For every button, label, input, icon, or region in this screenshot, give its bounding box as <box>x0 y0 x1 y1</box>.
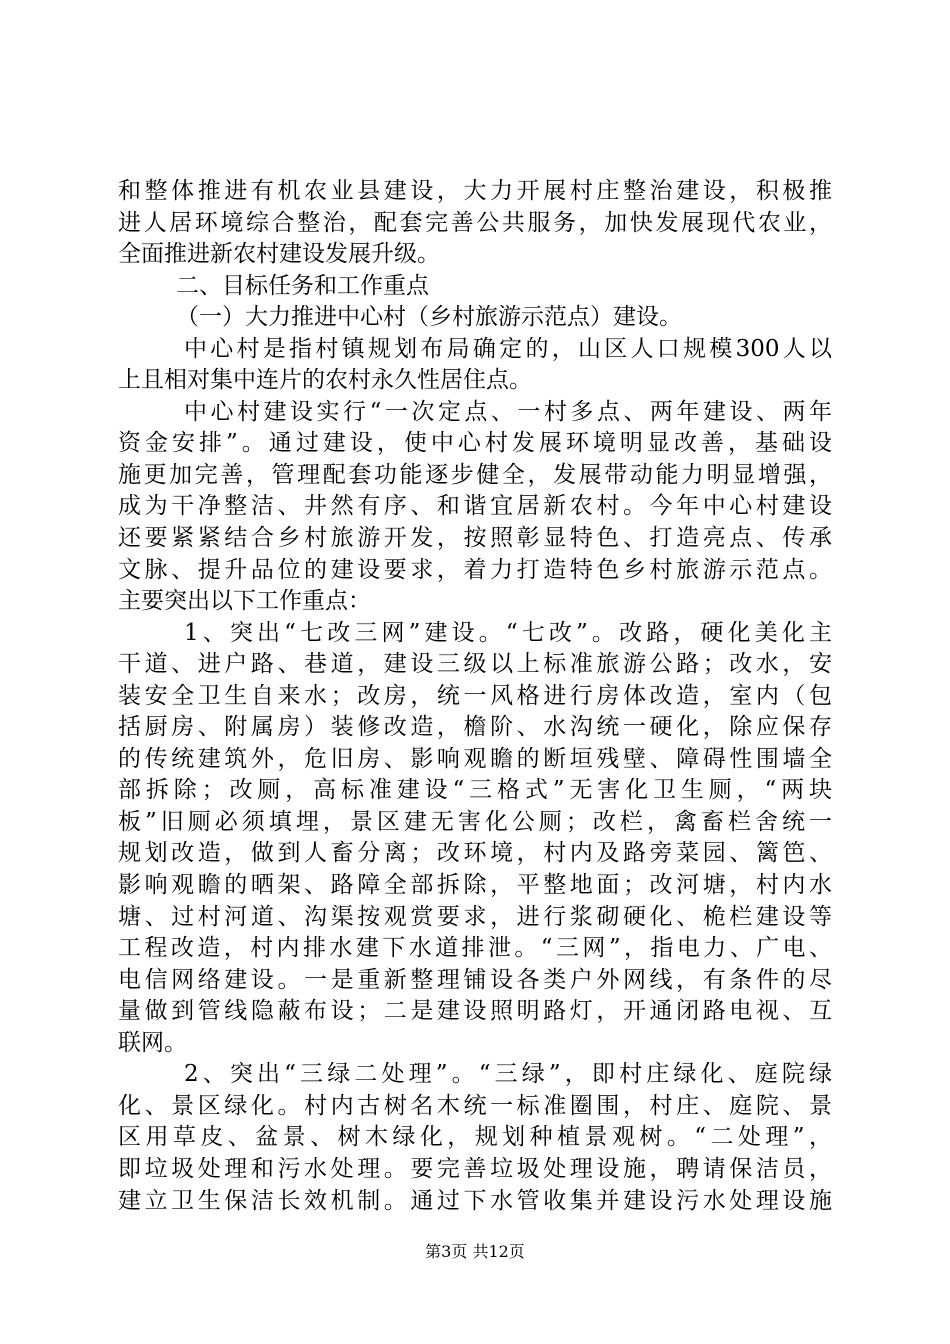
paragraph-line: 成为干净整洁、井然有序、和谐宜居新农村。今年中心村建设 <box>118 493 832 520</box>
paragraph-line: 资金安排”。通过建设，使中心村发展环境明显改善，基础设 <box>118 430 832 457</box>
paragraph-line: 影响观瞻的晒架、路障全部拆除，平整地面；改河塘，村内水 <box>118 872 832 899</box>
paragraph-line: 工程改造，村内排水建下水道排泄。“三网”，指电力、广电、 <box>118 935 832 962</box>
paragraph-line: 和整体推进有机农业县建设，大力开展村庄整治建设，积极推 <box>118 178 832 204</box>
paragraph-line: 全面推进新农村建设发展升级。 <box>118 241 440 268</box>
paragraph-line: 量做到管线隐蔽布设；二是建设照明路灯，开通闭路电视、互 <box>118 998 832 1025</box>
paragraph-line: 中心村是指村镇规划布局确定的，山区人口规模300人以 <box>184 335 832 362</box>
paragraph-line: 括厨房、附属房）装修改造，檐阶、水沟统一硬化，除应保存 <box>118 714 832 741</box>
paragraph-line: 规划改造，做到人畜分离；改环境，村内及路旁菜园、篱笆、 <box>118 840 832 867</box>
paragraph-line: 区用草皮、盆景、树木绿化，规划种植景观树。“二处理”， <box>118 1124 832 1151</box>
paragraph-line: 板”旧厕必须填埋，景区建无害化公厕；改栏，禽畜栏舍统一 <box>118 808 832 835</box>
paragraph-line: 文脉、提升品位的建设要求，着力打造特色乡村旅游示范点。 <box>118 556 832 583</box>
paragraph-line: 联网。 <box>118 1029 187 1056</box>
paragraph-line: 建立卫生保洁长效机制。通过下水管收集并建设污水处理设施 <box>118 1187 832 1214</box>
subsection-heading: （一）大力推进中心村（乡村旅游示范点）建设。 <box>176 304 682 331</box>
paragraph-line: 的传统建筑外，危旧房、影响观瞻的断垣残壁、障碍性围墙全 <box>118 745 832 772</box>
paragraph-line: 化、景区绿化。村内古树名木统一标准圈围，村庄、庭院、景 <box>118 1092 832 1119</box>
paragraph-line: 塘、过村河道、沟渠按观赏要求，进行浆砌硬化、桅栏建设等 <box>118 903 832 930</box>
paragraph-line: 主要突出以下工作重点： <box>118 588 371 615</box>
paragraph-line: 上且相对集中连片的农村永久性居住点。 <box>118 367 532 394</box>
paragraph-line: 2、突出“三绿二处理”。“三绿”，即村庄绿化、庭院绿 <box>184 1061 832 1088</box>
paragraph-line: 进人居环境综合整治，配套完善公共服务，加快发展现代农业， <box>118 209 832 236</box>
paragraph-line: 施更加完善，管理配套功能逐步健全，发展带动能力明显增强， <box>118 461 832 488</box>
section-heading: 二、目标任务和工作重点 <box>176 272 429 299</box>
paragraph-line: 即垃圾处理和污水处理。要完善垃圾处理设施，聘请保洁员， <box>118 1155 832 1182</box>
paragraph-line: 部拆除；改厕，高标准建设“三格式”无害化卫生厕，“两块 <box>118 777 832 804</box>
paragraph-line: 电信网络建设。一是重新整理铺设各类户外网线，有条件的尽 <box>118 966 832 993</box>
paragraph-line: 还要紧紧结合乡村旅游开发，按照彰显特色、打造亮点、传承 <box>118 525 832 552</box>
document-body <box>118 176 832 1217</box>
paragraph-line: 中心村建设实行“一次定点、一村多点、两年建设、两年 <box>184 398 832 425</box>
page-number-footer: 第3页 共12页 <box>425 1242 525 1261</box>
paragraph-line: 干道、进户路、巷道，建设三级以上标准旅游公路；改水，安 <box>118 651 832 678</box>
paragraph-line: 1、突出“七改三网”建设。“七改”。改路，硬化美化主 <box>184 619 832 646</box>
paragraph-line: 装安全卫生自来水；改房，统一风格进行房体改造，室内（包 <box>118 682 832 709</box>
